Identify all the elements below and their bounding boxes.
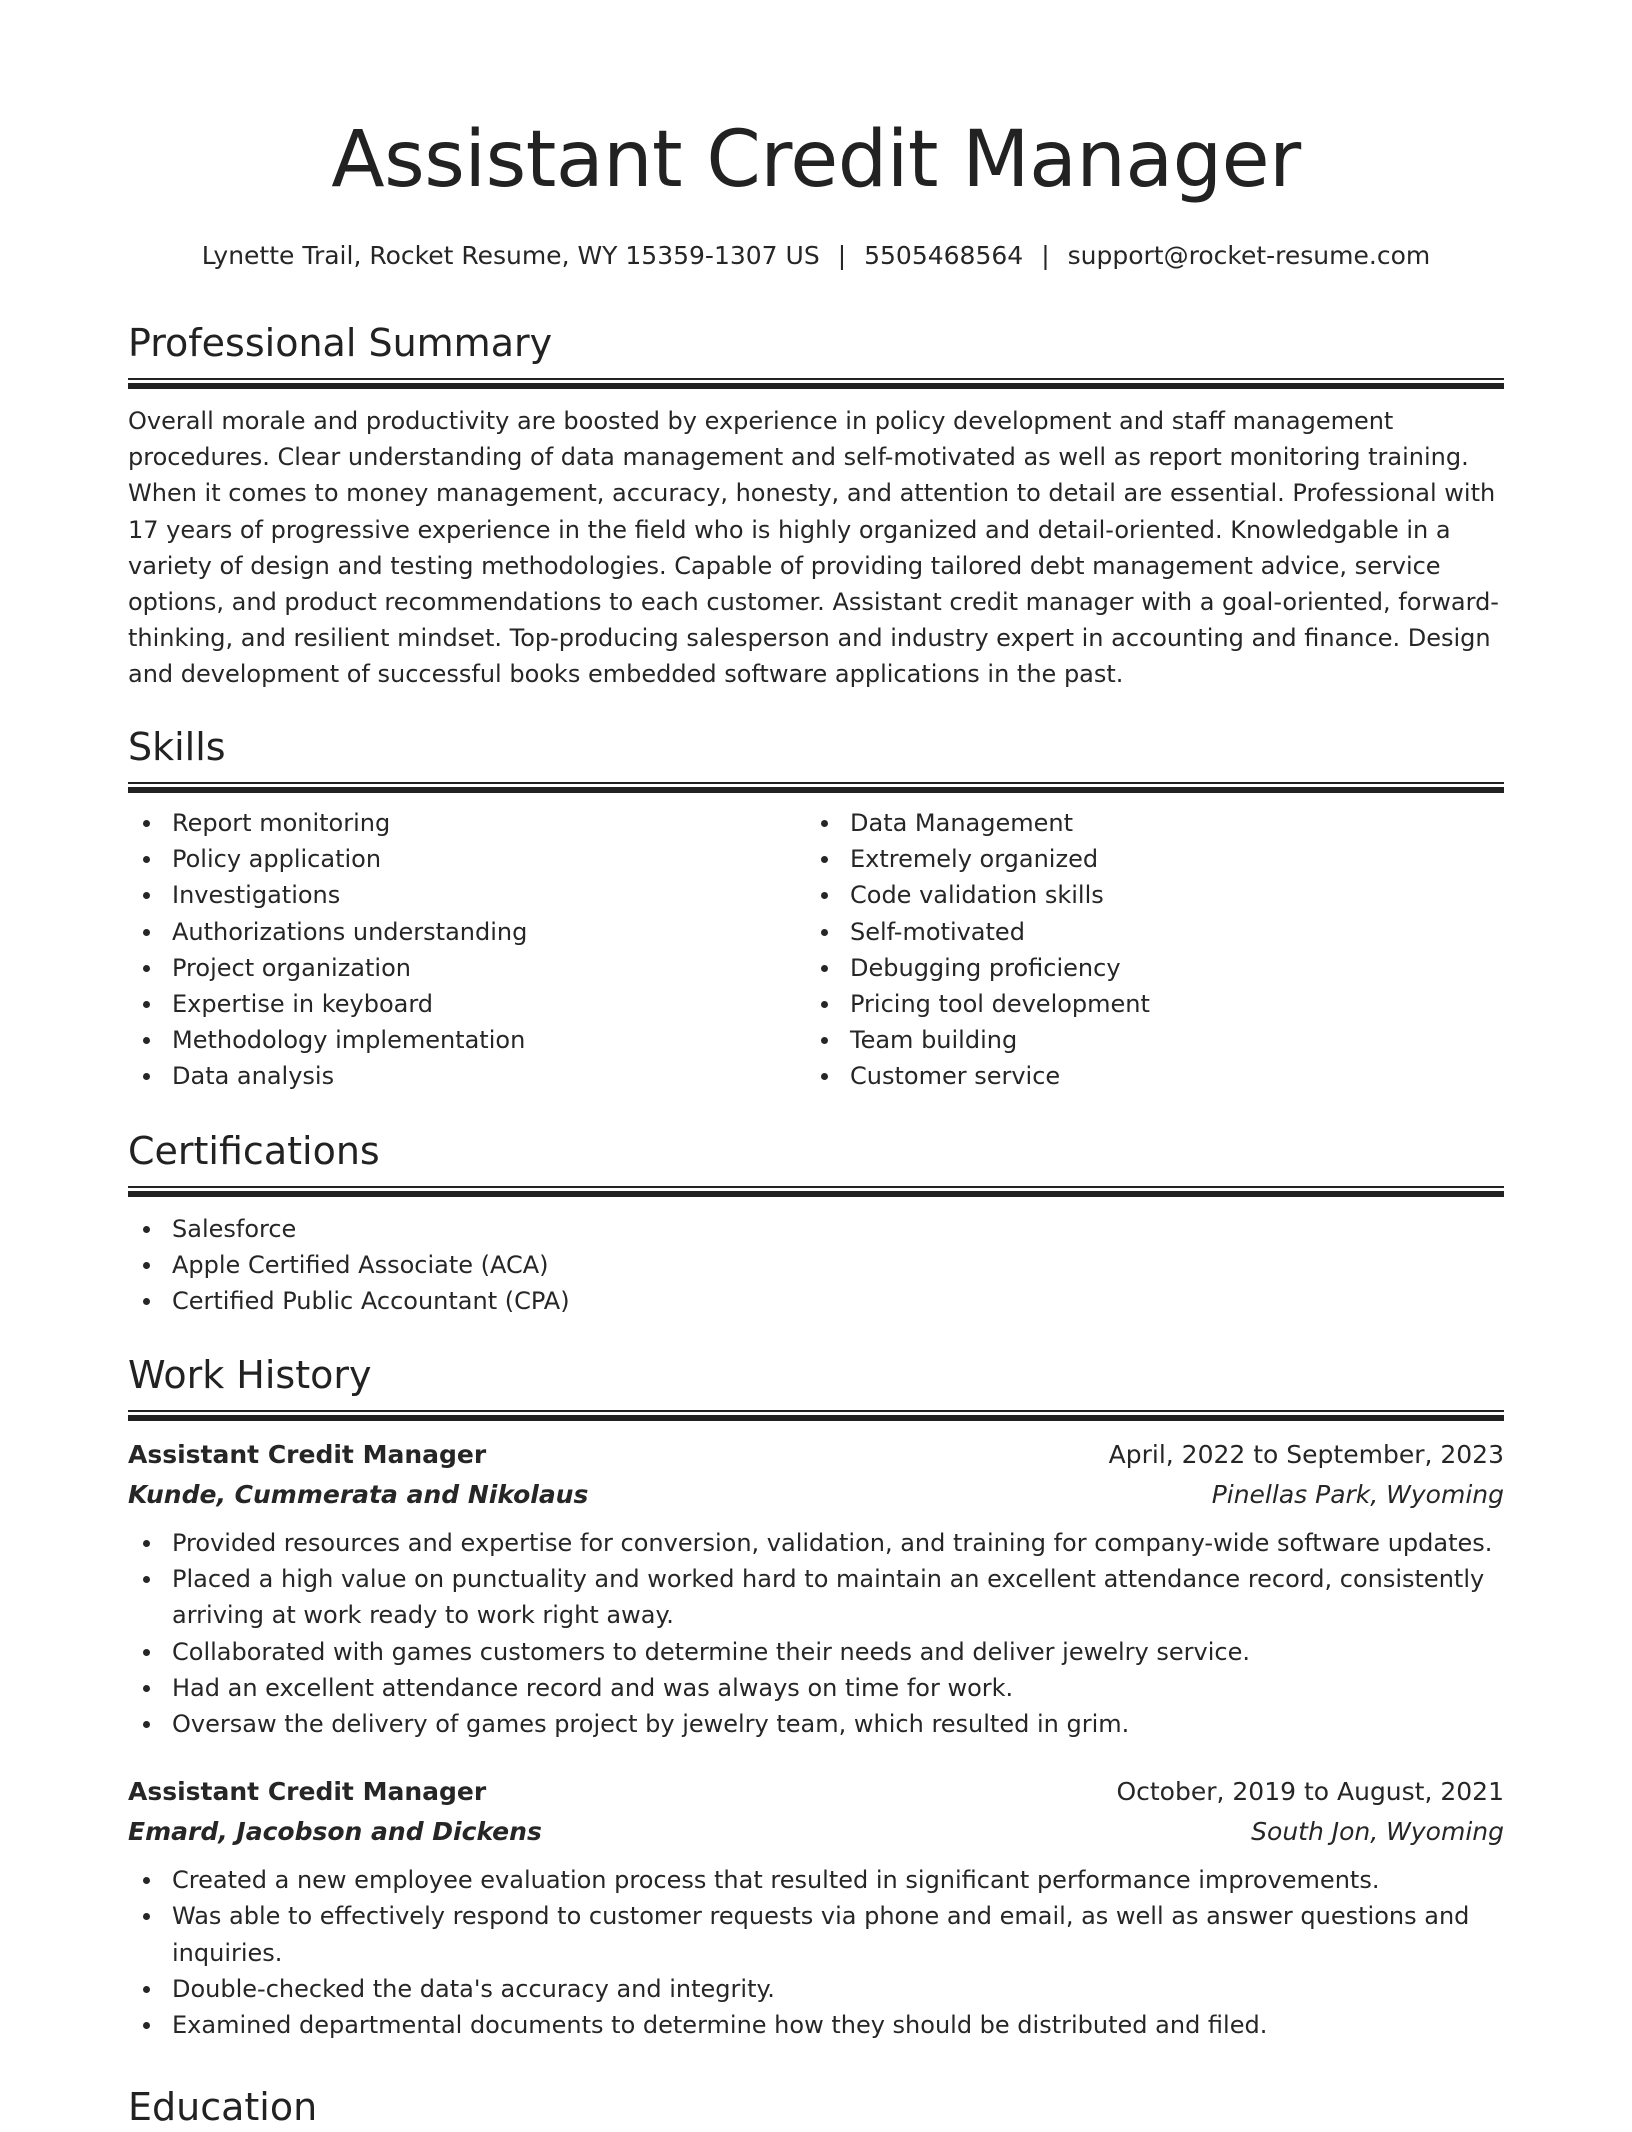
- skills-list-left: [128, 805, 806, 1095]
- job-dates: April, 2022 to September, 2023: [1108, 1440, 1504, 1469]
- skill-item: Methodology implementation: [172, 1022, 806, 1058]
- skill-item: Team building: [850, 1022, 1484, 1058]
- work-history-section: [128, 1350, 1504, 2043]
- contact-line: [128, 238, 1504, 274]
- job-bullet: Examined departmental documents to determine how they should be distributed and filed.: [172, 2007, 1504, 2043]
- section-divider: [128, 1186, 1504, 1197]
- job-bullets: [128, 1862, 1504, 2043]
- skills-list-right: [806, 805, 1484, 1095]
- job-subheader: [128, 1812, 1504, 1852]
- summary-text: Overall morale and productivity are boosted by experience in policy development and staff management procedures. Clear understanding of data management and self-motivated as well as report monitoring training. When it comes to money management, accuracy, honesty, and attention to detail are essential. Professional with 17 years of progressive experience in the field who is highly organized and detail-oriented. Knowledgable in a variety of design and testing methodologies. Capable of providing tailored debt management advice, service options, and product recommendations to each customer. Assistant credit manager with a goal-oriented, forward-thinking, and resilient mindset. Top-producing salesperson and industry expert in accounting and finance. Design and development of successful books embedded software applications in the past.: [128, 407, 1499, 689]
- section-divider: [128, 1410, 1504, 1421]
- skills-section: [128, 722, 1504, 1095]
- skill-item: Report monitoring: [172, 805, 806, 841]
- job-bullet: Placed a high value on punctuality and worked hard to maintain an excellent attendance record, consistently arriving at work ready to work right away.: [172, 1561, 1504, 1633]
- skills-columns: [128, 805, 1504, 1095]
- section-divider: [128, 378, 1504, 389]
- skill-item: Self-motivated: [850, 914, 1484, 950]
- job-bullet: Provided resources and expertise for conversion, validation, and training for company-wide software updates.: [172, 1525, 1504, 1561]
- skill-item: Investigations: [172, 877, 806, 913]
- summary-section: [128, 318, 1504, 693]
- contact-email: support@rocket-resume.com: [1067, 241, 1431, 270]
- skill-item: Customer service: [850, 1058, 1484, 1094]
- contact-phone: 5505468564: [864, 241, 1024, 270]
- job-bullet: Had an excellent attendance record and was always on time for work.: [172, 1670, 1504, 1706]
- skill-item: Policy application: [172, 841, 806, 877]
- skill-item: Project organization: [172, 950, 806, 986]
- contact-separator: |: [1041, 241, 1050, 270]
- certification-item: Salesforce: [172, 1211, 1504, 1247]
- skill-item: Data analysis: [172, 1058, 806, 1094]
- job-bullet: Created a new employee evaluation process that resulted in significant performance improvements.: [172, 1862, 1504, 1898]
- job-entry: [128, 1435, 1504, 1742]
- skill-item: Authorizations understanding: [172, 914, 806, 950]
- job-title: Assistant Credit Manager: [128, 1440, 487, 1469]
- section-divider: [128, 782, 1504, 793]
- job-bullet: Double-checked the data's accuracy and integrity.: [172, 1971, 1504, 2007]
- certification-item: Certified Public Accountant (CPA): [172, 1283, 1504, 1319]
- work-history-heading: Work History: [128, 1353, 372, 1397]
- job-entry: [128, 1772, 1504, 2043]
- job-subheader: [128, 1475, 1504, 1515]
- skills-column-right: [806, 805, 1484, 1095]
- job-header: [128, 1772, 1504, 1812]
- skills-heading: Skills: [128, 725, 226, 769]
- job-location: South Jon, Wyoming: [1251, 1817, 1504, 1847]
- education-heading: Education: [128, 2085, 318, 2129]
- job-company: Kunde, Cummerata and Nikolaus: [128, 1480, 589, 1509]
- certifications-heading: Certifications: [128, 1129, 380, 1173]
- job-company: Emard, Jacobson and Dickens: [128, 1817, 542, 1847]
- resume-title: Assistant Credit Manager: [331, 115, 1301, 205]
- contact-separator: |: [837, 241, 847, 270]
- summary-heading: Professional Summary: [128, 321, 553, 365]
- education-section: [128, 2082, 1504, 2132]
- certifications-list: [128, 1211, 1504, 1320]
- job-location: Pinellas Park, Wyoming: [1211, 1480, 1504, 1509]
- skill-item: Debugging proficiency: [850, 950, 1484, 986]
- job-bullet: Oversaw the delivery of games project by jewelry team, which resulted in grim.: [172, 1706, 1504, 1742]
- job-bullet: Was able to effectively respond to customer requests via phone and email, as well as answer questions and inquiries.: [172, 1898, 1504, 1970]
- skill-item: Extremely organized: [850, 841, 1484, 877]
- certifications-section: [128, 1126, 1504, 1320]
- job-bullets: [128, 1525, 1504, 1742]
- job-dates: October, 2019 to August, 2021: [1116, 1777, 1504, 1807]
- job-bullet: Collaborated with games customers to determine their needs and deliver jewelry service.: [172, 1634, 1504, 1670]
- job-header: [128, 1435, 1504, 1475]
- certification-item: Apple Certified Associate (ACA): [172, 1247, 1504, 1283]
- skills-column-left: [128, 805, 806, 1095]
- contact-address: Lynette Trail, Rocket Resume, WY 15359-1307 US: [201, 241, 820, 270]
- skill-item: Pricing tool development: [850, 986, 1484, 1022]
- job-title: Assistant Credit Manager: [128, 1777, 487, 1807]
- skill-item: Expertise in keyboard: [172, 986, 806, 1022]
- skill-item: Data Management: [850, 805, 1484, 841]
- skill-item: Code validation skills: [850, 877, 1484, 913]
